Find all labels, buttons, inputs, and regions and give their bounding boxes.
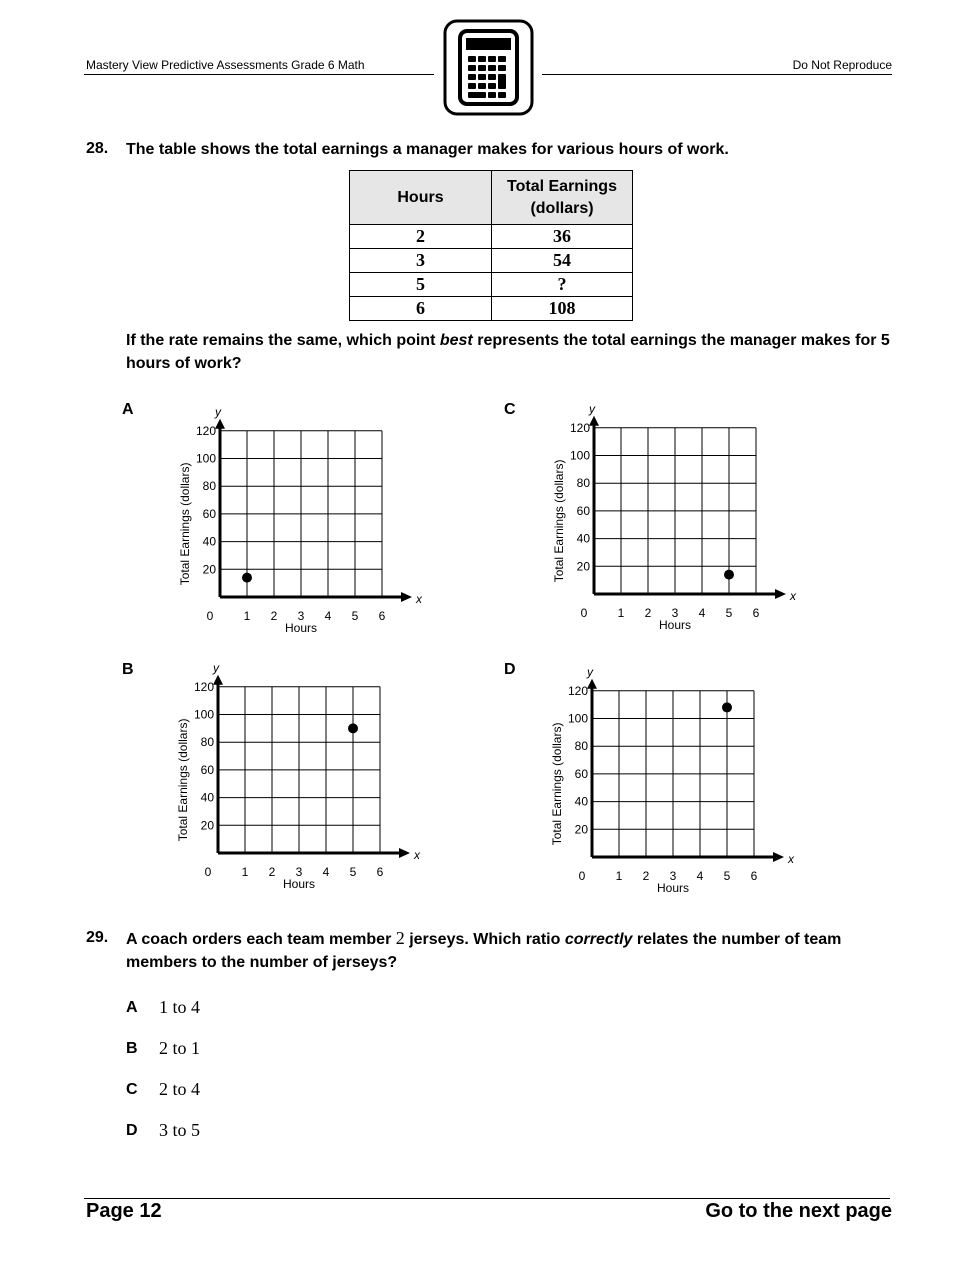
answer-a-text[interactable]: 1 to 4	[159, 997, 201, 1017]
option-a-letter[interactable]: A	[122, 401, 134, 418]
next-page-prompt: Go to the next page	[705, 1200, 892, 1222]
answer-c-text[interactable]: 2 to 4	[159, 1079, 201, 1099]
y-axis-title: Total Earnings (dollars)	[176, 718, 190, 842]
y-axis-arrow	[213, 675, 223, 685]
q29-number: 29.	[86, 929, 109, 946]
y-axis-arrow	[587, 679, 597, 689]
x-tick-label: 4	[696, 869, 704, 883]
y-variable-label: y	[589, 401, 595, 416]
page-number: Page 12	[86, 1200, 162, 1222]
y-tick-label: 80	[574, 739, 588, 754]
x-variable-label: x	[416, 592, 422, 606]
y-tick-label: 20	[200, 818, 214, 833]
y-tick-label: 100	[195, 451, 216, 466]
table-cell-hours: 6	[350, 297, 492, 321]
x-tick-label: 5	[725, 606, 733, 620]
y-axis-title: Total Earnings (dollars)	[178, 462, 192, 586]
q28-question-emphasis: best	[439, 332, 473, 349]
y-tick-label: 80	[202, 479, 216, 494]
x-tick-label: 0	[206, 609, 214, 623]
x-variable-label: x	[414, 848, 420, 862]
answer-b-text[interactable]: 2 to 1	[159, 1038, 201, 1058]
answer-d-text[interactable]: 3 to 5	[159, 1120, 201, 1140]
q29-prompt-pre: A coach orders each team member	[126, 931, 396, 948]
x-tick-label: 6	[378, 609, 386, 623]
q29-prompt-post: relates the number of team members to the number of jerseys?	[126, 931, 842, 971]
option-c-letter[interactable]: C	[504, 401, 516, 418]
q28-question-post: represents the total earnings the manager makes for 5 hours of work?	[126, 332, 890, 372]
table-header-row	[350, 171, 633, 225]
header-rule-left	[84, 74, 434, 75]
data-point	[242, 573, 252, 583]
y-tick-label: 40	[576, 531, 590, 546]
table-cell-hours: 2	[350, 225, 492, 249]
answer-c-letter[interactable]: C	[126, 1081, 138, 1098]
table-cell-hours: 5	[350, 273, 492, 297]
q28-question	[126, 329, 896, 375]
x-axis-arrow	[775, 589, 786, 599]
x-tick-label: 2	[268, 865, 276, 879]
y-tick-label: 40	[200, 790, 214, 805]
x-variable-label: x	[790, 589, 796, 603]
x-tick-label: 6	[376, 865, 384, 879]
y-tick-label: 80	[200, 735, 214, 750]
q29-prompt-emphasis: correctly	[564, 931, 633, 948]
x-axis-title: Hours	[284, 621, 318, 635]
y-tick-label: 60	[202, 506, 216, 521]
data-point	[722, 702, 732, 712]
table-row	[350, 225, 633, 249]
q28-question-pre: If the rate remains the same, which point	[126, 332, 440, 349]
y-tick-label: 100	[569, 448, 590, 463]
header-title: Mastery View Predictive Assessments Grade 6 Math	[86, 58, 365, 72]
y-tick-label: 40	[202, 534, 216, 549]
y-tick-label: 20	[202, 562, 216, 577]
y-axis-arrow	[589, 416, 599, 426]
y-tick-label: 120	[569, 420, 590, 435]
y-tick-label: 60	[576, 503, 590, 518]
table-row	[350, 273, 633, 297]
y-variable-label: y	[213, 660, 219, 675]
x-tick-label: 1	[243, 609, 251, 623]
x-tick-label: 6	[752, 606, 760, 620]
x-axis-arrow	[399, 848, 410, 858]
x-tick-label: 3	[297, 609, 305, 623]
y-tick-label: 60	[574, 766, 588, 781]
q29-prompt-mid: jerseys. Which ratio	[404, 931, 565, 948]
x-axis-title: Hours	[282, 877, 316, 891]
graph-option-d[interactable]	[544, 660, 794, 900]
table-cell-hours: 3	[350, 249, 492, 273]
x-tick-label: 0	[204, 865, 212, 879]
y-tick-label: 100	[193, 707, 214, 722]
table-cell-earnings: 108	[492, 297, 633, 321]
answer-b-letter[interactable]: B	[126, 1040, 138, 1057]
graph-option-c[interactable]	[546, 397, 796, 637]
x-tick-label: 2	[644, 606, 652, 620]
table-header-hours: Hours	[350, 171, 492, 225]
graph-option-a[interactable]	[172, 400, 422, 640]
q29-prompt-number: 2	[395, 928, 405, 948]
table-cell-earnings: 54	[492, 249, 633, 273]
data-point	[348, 723, 358, 733]
x-axis-arrow	[773, 852, 784, 862]
q29-prompt	[126, 927, 896, 974]
option-b-letter[interactable]: B	[122, 661, 134, 678]
header-rule-right	[542, 74, 892, 75]
table-row	[350, 249, 633, 273]
y-tick-label: 40	[574, 794, 588, 809]
y-axis-arrow	[215, 419, 225, 429]
x-tick-label: 2	[642, 869, 650, 883]
x-tick-label: 1	[241, 865, 249, 879]
x-tick-label: 0	[578, 869, 586, 883]
header-notice: Do Not Reproduce	[792, 58, 892, 72]
y-tick-label: 100	[567, 711, 588, 726]
y-axis-title: Total Earnings (dollars)	[550, 722, 564, 846]
footer-rule	[84, 1198, 890, 1199]
x-axis-title: Hours	[658, 618, 692, 632]
table-cell-earnings: 36	[492, 225, 633, 249]
x-tick-label: 0	[580, 606, 588, 620]
x-tick-label: 5	[351, 609, 359, 623]
y-tick-label: 60	[200, 762, 214, 777]
y-tick-label: 20	[576, 559, 590, 574]
x-tick-label: 4	[698, 606, 706, 620]
calculator-icon	[443, 19, 534, 116]
x-tick-label: 1	[615, 869, 623, 883]
table-header-earnings	[492, 171, 633, 225]
x-tick-label: 3	[669, 869, 677, 883]
y-tick-label: 80	[576, 476, 590, 491]
table-cell-earnings: ?	[492, 273, 633, 297]
option-d-letter[interactable]: D	[504, 661, 516, 678]
y-tick-label: 120	[193, 679, 214, 694]
x-tick-label: 5	[349, 865, 357, 879]
y-tick-label: 120	[567, 683, 588, 698]
data-point	[724, 570, 734, 580]
x-axis-arrow	[401, 592, 412, 602]
x-tick-label: 4	[322, 865, 330, 879]
table-header-earnings-line1: Total Earnings	[507, 177, 617, 195]
x-axis-title: Hours	[656, 881, 690, 895]
q28-prompt: The table shows the total earnings a manager makes for various hours of work.	[126, 141, 729, 158]
q28-number: 28.	[86, 140, 109, 157]
x-tick-label: 3	[671, 606, 679, 620]
y-tick-label: 120	[195, 423, 216, 438]
x-tick-label: 2	[270, 609, 278, 623]
y-axis-title: Total Earnings (dollars)	[552, 459, 566, 583]
earnings-table	[349, 170, 633, 321]
answer-d-letter[interactable]: D	[126, 1122, 138, 1139]
y-variable-label: y	[587, 664, 593, 679]
table-header-earnings-line2: (dollars)	[530, 199, 594, 217]
y-variable-label: y	[215, 404, 221, 419]
x-tick-label: 6	[750, 869, 758, 883]
answer-a-letter[interactable]: A	[126, 999, 138, 1016]
graph-option-b[interactable]	[170, 656, 420, 896]
x-tick-label: 1	[617, 606, 625, 620]
x-tick-label: 3	[295, 865, 303, 879]
x-tick-label: 5	[723, 869, 731, 883]
table-row	[350, 297, 633, 321]
x-tick-label: 4	[324, 609, 332, 623]
y-tick-label: 20	[574, 822, 588, 837]
x-variable-label: x	[788, 852, 794, 866]
